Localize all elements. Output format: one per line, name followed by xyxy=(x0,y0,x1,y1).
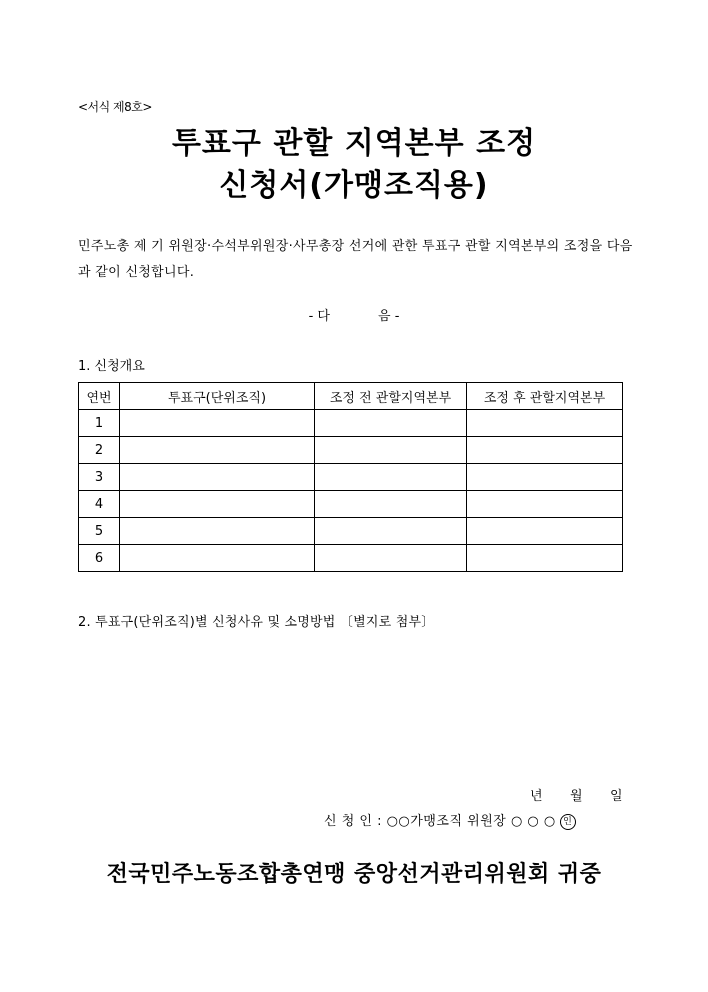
cell-polling-unit[interactable] xyxy=(120,491,315,518)
application-table xyxy=(78,382,623,572)
cell-before[interactable] xyxy=(315,410,467,437)
cell-polling-unit[interactable] xyxy=(120,464,315,491)
table-row xyxy=(79,518,623,545)
header-before: 조정 전 관할지역본부 xyxy=(315,383,467,410)
title-line-2: 신청서(가맹조직용) xyxy=(219,168,489,203)
title-line-1: 투표구 관할 지역본부 조정 xyxy=(171,126,537,161)
intro-text: 민주노총 제 기 위원장·수석부위원장·사무총장 선거에 관한 투표구 관할 지역본부의 조정을 다음과 같이 신청합니다. xyxy=(78,239,633,280)
row-number: 4 xyxy=(79,491,120,518)
cell-polling-unit[interactable] xyxy=(120,437,315,464)
dahum-heading xyxy=(0,305,708,324)
header-polling-unit: 투표구(단위조직) xyxy=(120,383,315,410)
section-1-title: 1. 신청개요 xyxy=(78,359,145,374)
cell-after[interactable] xyxy=(467,464,623,491)
date-month: 월 xyxy=(570,789,583,804)
table-row xyxy=(79,410,623,437)
table-row xyxy=(79,437,623,464)
cell-after[interactable] xyxy=(467,518,623,545)
cell-polling-unit[interactable] xyxy=(120,518,315,545)
cell-after[interactable] xyxy=(467,410,623,437)
cell-polling-unit[interactable] xyxy=(120,545,315,572)
header-after: 조정 후 관할지역본부 xyxy=(467,383,623,410)
cell-before[interactable] xyxy=(315,518,467,545)
cell-before[interactable] xyxy=(315,491,467,518)
row-number: 5 xyxy=(79,518,120,545)
table-header-row xyxy=(79,383,623,410)
table-row xyxy=(79,545,623,572)
applicant-label: 신 청 인 : ○○가맹조직 위원장 ○ ○ ○ xyxy=(324,814,556,829)
form-number: <서식 제8호> xyxy=(78,100,152,114)
date-year: 년 xyxy=(530,789,543,804)
table-row xyxy=(79,491,623,518)
cell-after[interactable] xyxy=(467,491,623,518)
cell-before[interactable] xyxy=(315,437,467,464)
row-number: 6 xyxy=(79,545,120,572)
recipient-footer: 전국민주노동조합총연맹 중앙선거관리위원회 귀중 xyxy=(106,862,602,887)
applicant-line xyxy=(324,810,576,830)
table-row xyxy=(79,464,623,491)
cell-after[interactable] xyxy=(467,545,623,572)
seal-mark: 인 xyxy=(560,814,576,830)
date-day: 일 xyxy=(610,789,623,804)
cell-before[interactable] xyxy=(315,464,467,491)
cell-before[interactable] xyxy=(315,545,467,572)
cell-after[interactable] xyxy=(467,437,623,464)
cell-polling-unit[interactable] xyxy=(120,410,315,437)
dahum-right: 음 - xyxy=(378,309,400,324)
dahum-left: - 다 xyxy=(308,309,330,324)
section-2-title: 2. 투표구(단위조직)별 신청사유 및 소명방법 〔별지로 첨부〕 xyxy=(78,615,435,630)
date-line xyxy=(530,785,623,804)
row-number: 2 xyxy=(79,437,120,464)
row-number: 3 xyxy=(79,464,120,491)
row-number: 1 xyxy=(79,410,120,437)
header-serial: 연번 xyxy=(79,383,120,410)
